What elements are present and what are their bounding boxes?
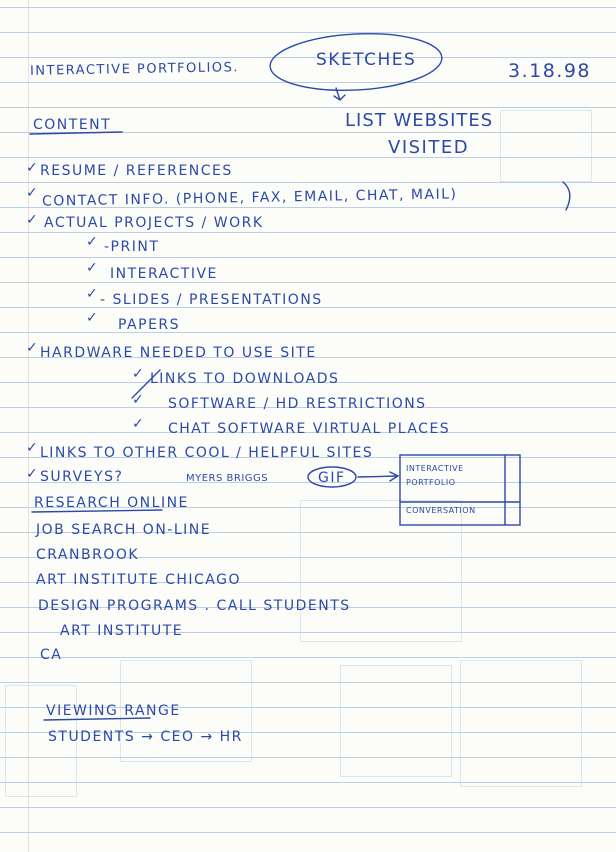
hardware-indent-line [132, 370, 160, 398]
gif-circle [308, 467, 356, 487]
research-line: CRANBROOK [36, 547, 140, 563]
portfolio-box [400, 455, 520, 525]
note-visited: VISITED [388, 137, 470, 158]
content-line: ACTUAL PROJECTS / WORK [44, 215, 264, 231]
content-line: HARDWARE NEEDED TO USE SITE [40, 345, 317, 361]
content-line: CONTACT INFO. (PHONE, FAX, EMAIL, CHAT, MAIL) [41, 186, 458, 210]
research-line: JOB SEARCH ON-LINE [36, 522, 212, 538]
content-line: SOFTWARE / HD RESTRICTIONS [168, 396, 427, 412]
content-line: -PRINT [104, 239, 160, 255]
content-line: SURVEYS? [40, 469, 124, 485]
check-mark: ✓ [26, 160, 38, 176]
check-mark: ✓ [86, 234, 98, 250]
date-text: 3.18.98 [508, 60, 592, 82]
check-mark: ✓ [132, 392, 144, 408]
check-mark: ✓ [26, 340, 38, 356]
check-mark: ✓ [26, 440, 38, 456]
content-line: RESUME / REFERENCES [40, 163, 233, 179]
check-mark: ✓ [86, 286, 98, 302]
check-mark: ✓ [26, 185, 38, 201]
content-line: CHAT SOFTWARE VIRTUAL PLACES [168, 421, 451, 437]
sketches-bubble-outline [269, 30, 444, 95]
box-label-conversation: CONVERSATION [406, 506, 476, 515]
myers-briggs-note: MYERS BRIGGS [186, 473, 269, 484]
content-line: PAPERS [118, 317, 181, 333]
box-label-portfolio: INTERACTIVE PORTFOLIO [406, 464, 464, 487]
topic-title: INTERACTIVE PORTFOLIOS. [29, 60, 240, 79]
check-mark: ✓ [86, 260, 98, 276]
research-underline [32, 510, 162, 512]
check-mark: ✓ [26, 212, 38, 228]
research-heading: RESEARCH ONLINE [34, 495, 189, 511]
note-list-websites: LIST WEBSITES [345, 110, 494, 131]
viewing-range-heading: VIEWING RANGE [46, 703, 181, 719]
gif-label: GIF [318, 470, 346, 486]
content-line: LINKS TO DOWNLOADS [150, 371, 340, 387]
sketches-bubble-text: SKETCHES [316, 50, 417, 70]
check-mark: ✓ [132, 366, 144, 382]
check-mark: ✓ [26, 466, 38, 482]
viewing-underline [44, 718, 150, 720]
research-line: ART INSTITUTE [60, 623, 184, 639]
content-underline [30, 132, 122, 134]
content-line: INTERACTIVE [110, 266, 218, 282]
content-line: LINKS TO OTHER COOL / HELPFUL SITES [40, 445, 374, 461]
content-heading: CONTENT [33, 117, 112, 133]
content-line: - SLIDES / PRESENTATIONS [100, 292, 323, 308]
research-line: ART INSTITUTE CHICAGO [36, 572, 242, 588]
research-line: DESIGN PROGRAMS . CALL STUDENTS [38, 598, 351, 614]
check-mark: ✓ [132, 416, 144, 432]
viewing-range-line: STUDENTS → CEO → HR [48, 729, 243, 745]
brace-cl [563, 182, 570, 210]
check-mark: ✓ [86, 310, 98, 326]
gif-arrow [358, 472, 398, 481]
research-line: CA [40, 647, 63, 663]
